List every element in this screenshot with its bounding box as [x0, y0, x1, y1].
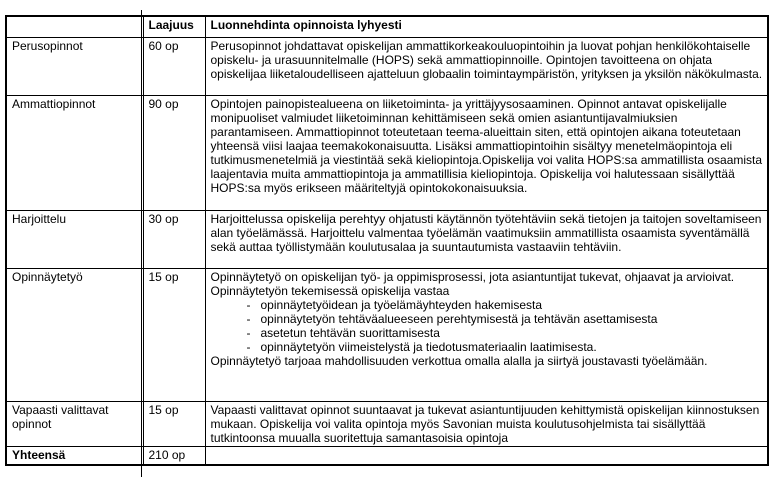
bullet-item	[211, 298, 764, 312]
credits-cell: 15 op	[143, 402, 205, 447]
bullet-dash: -	[246, 312, 251, 326]
description-paragraph: Opinnäytetyön tekemisessä opiskelija vastaa	[210, 284, 450, 298]
course-name-cell: Yhteensä	[6, 447, 143, 465]
table-row-opinnaytetyo	[6, 269, 768, 402]
credits-cell: 30 op	[143, 211, 205, 269]
credits-cell: 60 op	[143, 38, 205, 96]
course-name-cell: Opinnäytetyö	[6, 269, 143, 402]
table-row-ammattiopinnot	[6, 96, 768, 211]
bullet-text: opinnäytetyön viimeistelystä ja tiedotusmateriaalin laatimisesta.	[260, 340, 597, 354]
credits-cell: 90 op	[143, 96, 205, 211]
col-header-description: Luonnehdinta opinnoista lyhyesti	[205, 16, 768, 38]
description-cell: Harjoittelussa opiskelija perehtyy ohjatusti käytännön työtehtäviin sekä tietojen ja taitojen soveltamiseen alan työelämässä. Harjoittelu valmentaa työelämän vaatimuksiin ammatillista osaamista syventämällä sekä auttaa työllistymään koulutusalaa ja suuntautumista vastaaviin tehtäviin.	[205, 211, 768, 269]
course-name-cell: Vapaasti valittavat opinnot	[6, 402, 143, 447]
col-header-empty	[6, 16, 143, 38]
bullet-dash: -	[246, 326, 251, 340]
description-cell: Vapaasti valittavat opinnot suuntaavat ja tukevat asiantuntijuuden kehittymistä opiskelijan kiinnostuksen mukaan. Opiskelija voi valita opintoja myös Savonian muista koulutusohjelmista tai sisällyttää tutkintoonsa muualla suoritettuja samantasoisia opintoja	[205, 402, 768, 447]
bullet-dash: -	[246, 340, 251, 354]
bullet-dash: -	[246, 298, 251, 312]
col-header-laajuus: Laajuus	[143, 16, 205, 38]
credits-cell: 15 op	[143, 269, 205, 402]
bullet-item	[211, 326, 764, 340]
course-name-cell: Harjoittelu	[6, 211, 143, 269]
description-cell: Opintojen painopistealueena on liiketoiminta- ja yrittäjyysosaaminen. Opinnot antavat opiskelijalle monipuoliset valmiudet liiketoiminnan kehittämiseen sekä omien asiantuntijavalmiuksien parantamiseen. Ammattiopinnot toteutetaan teema-alueittain siten, että opintojen aikana toteutetaan yhteensä viisi laajaa teemakokonaisuutta. Lisäksi ammattiopintoihin sisältyy menetelmäopintoja eli tutkimusmenetelmiä ja viestintää sekä kieliopintoja.Opiskelija voi valita HOPS:sa ammatillista osaamista laajentavia muita ammattiopintoja ja ammatillisia kieliopintoja. Opiskelija voi halutessaan sisällyttää HOPS:sa myös erikseen määriteltyjä opintokokonaisuuksia.	[205, 96, 768, 211]
bullet-item	[211, 312, 764, 326]
bullet-item	[211, 340, 764, 354]
curriculum-table	[5, 15, 769, 466]
table-row-harjoittelu	[6, 211, 768, 269]
table-row-perusopinnot	[6, 38, 768, 96]
description-cell	[205, 447, 768, 465]
bullet-text: opinnäytetyöidean ja työelämäyhteyden hakemisesta	[260, 298, 543, 312]
bullet-text: asetetun tehtävän suorittamisesta	[260, 326, 440, 340]
description-cell	[205, 269, 768, 402]
course-name-cell: Perusopinnot	[6, 38, 143, 96]
header-row	[6, 16, 768, 38]
description-cell: Perusopinnot johdattavat opiskelijan ammattikorkeakouluopintoihin ja luovat pohjan henkilökohtaiselle opiskelu- ja urasuunnitelmalle (HOPS) sekä ammattiopinnoille. Opintojen tavoitteena on ohjata opiskelijaa liiketaloudelliseen ajatteluun globaalin toimintaympäristön, yrityksen ja yksilön näkökulmasta.	[205, 38, 768, 96]
description-paragraph: Opinnäytetyö on opiskelijan työ- ja oppimisprosessi, jota asiantuntijat tukevat, ohjaavat ja arvioivat.	[210, 270, 735, 284]
description-paragraph: Opinnäytetyö tarjoaa mahdollisuuden verkottua omalla alalla ja siirtyä joustavasti työelämään.	[210, 354, 708, 368]
table-row-vapaasti-valittavat	[6, 402, 768, 447]
table-row-yhteensa	[6, 447, 768, 465]
credits-cell: 210 op	[143, 447, 205, 465]
course-name-cell: Ammattiopinnot	[6, 96, 143, 211]
bullet-text: opinnäytetyön tehtäväalueeseen perehtymisestä ja tehtävän asettamisesta	[260, 312, 658, 326]
